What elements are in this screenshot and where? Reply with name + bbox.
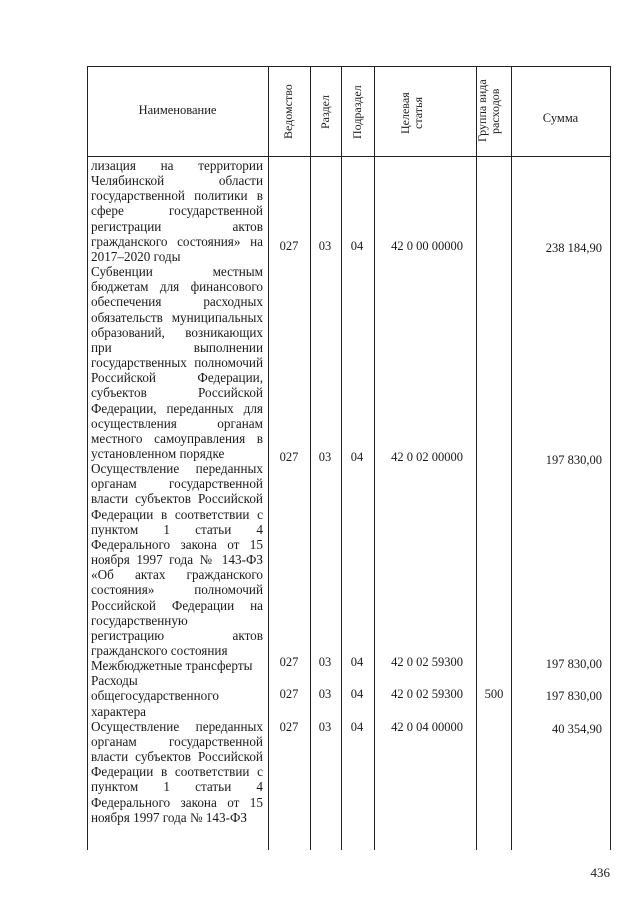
- row-summa: 197 830,00: [545, 689, 602, 703]
- row-name: Межбюджетные трансферты: [91, 658, 253, 674]
- col-border: [268, 66, 269, 850]
- header-bottom-border: [87, 156, 611, 157]
- row-podrazdel: 04: [350, 687, 364, 701]
- row-summa: 197 830,00: [545, 657, 602, 671]
- row-celevaya: 42 0 00 00000: [391, 239, 463, 253]
- row-summa: 238 184,90: [545, 241, 602, 255]
- row-podrazdel: 04: [350, 720, 364, 734]
- row-razdel: 03: [318, 687, 332, 701]
- row-podrazdel: 04: [350, 450, 364, 464]
- header-razdel: Раздел: [318, 95, 332, 129]
- row-name: лизация на территории Челябинской области государственной политики в сфере государственной регистрации актов гражданского состояния» на 2017–2020 годы: [91, 158, 263, 264]
- row-summa: 197 830,00: [545, 453, 602, 467]
- row-razdel: 03: [318, 450, 332, 464]
- name-column: [91, 158, 263, 825]
- header-gruppa-vida-rashodov: Группа вида расходов: [475, 79, 502, 143]
- page-number: 436: [590, 865, 610, 880]
- budget-table: [87, 66, 611, 850]
- row-name: Осуществление переданных органам государственной власти субъектов Российской Федерации в соответствии с пунктом 1 статьи 4 Федерального закона от 15 ноября 1997 года № 143-ФЗ «Об актах гражданского состояния» полномочий Российской Федерации на государственную регистрацию актов гражданского состояния: [91, 461, 263, 658]
- row-razdel: 03: [318, 720, 332, 734]
- row-razdel: 03: [318, 239, 332, 253]
- row-celevaya: 42 0 04 00000: [391, 720, 463, 734]
- row-name: Осуществление переданных органам государственной власти субъектов Российской Федерации в соответствии с пунктом 1 статьи 4 Федерального закона от 15 ноября 1997 года № 143-ФЗ: [91, 718, 263, 825]
- header-podrazdel: Подраздел: [350, 85, 364, 139]
- row-vedomstvo: 027: [279, 450, 299, 464]
- row-name: Субвенции местным бюджетам для финансового обеспечения расходных обязательств муниципальных образований, возникающих при выполнении государственных полномочий Российской Федерации, субъектов Российской Федерации, переданных для осуществления органам местного самоуправления в установленном порядке: [91, 264, 263, 461]
- row-vedomstvo: 027: [279, 720, 299, 734]
- header-celevaya-statya: Целевая статья: [398, 92, 425, 134]
- row-vedomstvo: 027: [279, 687, 299, 701]
- row-vedomstvo: 027: [279, 655, 299, 669]
- row-celevaya: 42 0 02 59300: [391, 655, 463, 669]
- header-summa: Сумма: [542, 111, 579, 125]
- col-border: [610, 66, 611, 850]
- table-top-border: [87, 66, 611, 67]
- row-razdel: 03: [318, 655, 332, 669]
- row-celevaya: 42 0 02 00000: [391, 450, 463, 464]
- row-vedomstvo: 027: [279, 239, 299, 253]
- row-podrazdel: 04: [350, 239, 364, 253]
- row-name: Расходы общегосударственного характера: [91, 673, 219, 719]
- row-summa: 40 354,90: [552, 722, 602, 736]
- header-vedomstvo: Ведомство: [281, 84, 295, 140]
- header-name: Наименование: [138, 103, 217, 117]
- row-podrazdel: 04: [350, 655, 364, 669]
- row-gruppa: 500: [484, 687, 504, 701]
- row-celevaya: 42 0 02 59300: [391, 687, 463, 701]
- col-border: [87, 66, 88, 850]
